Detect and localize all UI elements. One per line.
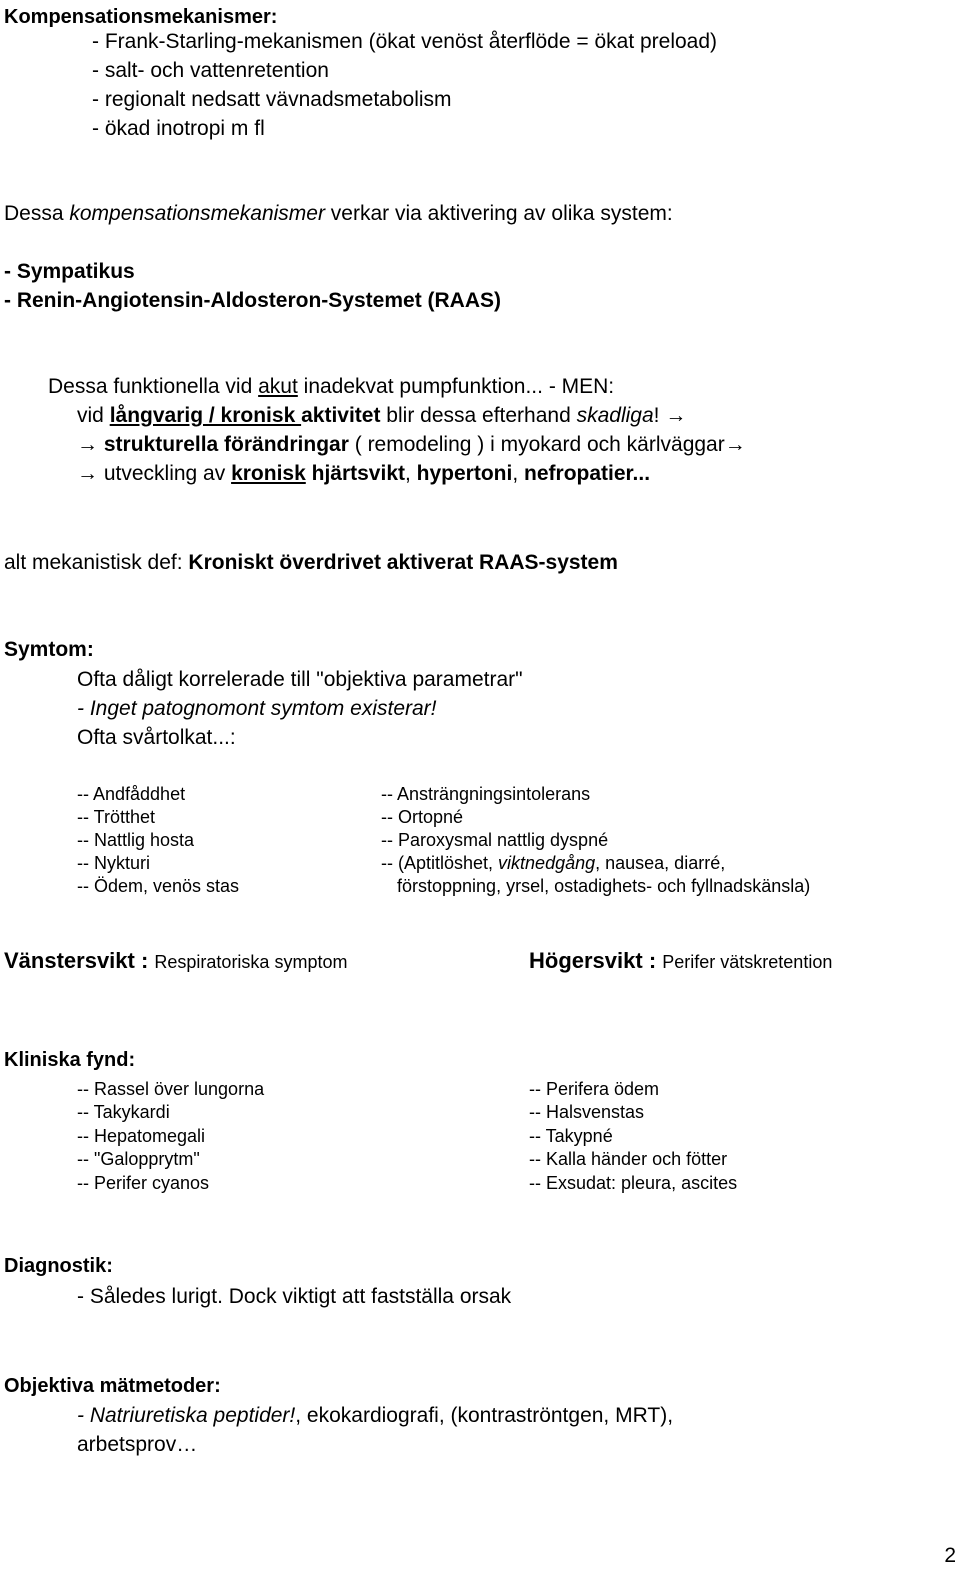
symtom-right-3: -- Paroxysmal nattlig dyspné — [381, 830, 609, 850]
fynd-left-5: -- Perifer cyanos — [77, 1173, 210, 1193]
fynd-left-1: -- Rassel över lungorna — [77, 1079, 265, 1099]
fynd-right-4: -- Kalla händer och fötter — [529, 1149, 728, 1169]
obj-heading: Objektiva mätmetoder: — [4, 1375, 221, 1397]
fynd-left-4: -- "Galopprytm" — [77, 1149, 200, 1169]
fynd-right-2: -- Halsvenstas — [529, 1102, 645, 1122]
symtom-left-3: -- Nattlig hosta — [77, 830, 195, 850]
obj-line-2: arbetsprov… — [77, 1433, 198, 1456]
system-item-raas: - Renin-Angiotensin-Aldosteron-Systemet (RAAS) — [4, 289, 502, 312]
komp-heading: Kompensationsmekanismer: — [4, 6, 278, 28]
hogersvikt-line: Högersvikt : Perifer vätskretention — [529, 948, 833, 973]
symtom-right-2: -- Ortopné — [381, 807, 464, 827]
fynd-left-3: -- Hepatomegali — [77, 1126, 206, 1146]
symtom-left-2: -- Trötthet — [77, 807, 156, 827]
symtom-right-5: förstoppning, yrsel, ostadighets- och fyllnadskänsla) — [397, 876, 811, 896]
funk-line-3: → strukturella förändringar ( remodeling ) i myokard och kärlväggar→ — [77, 433, 746, 456]
definition-line: alt mekanistisk def: Kroniskt överdrivet aktiverat RAAS-system — [4, 551, 618, 574]
komp-item-4: - ökad inotropi m fl — [92, 117, 265, 140]
komp-item-3: - regionalt nedsatt vävnadsmetabolism — [92, 88, 452, 111]
funk-line-2: vid långvarig / kronisk aktivitet blir dessa efterhand skadliga! → — [77, 404, 687, 427]
symtom-left-4: -- Nykturi — [77, 853, 150, 873]
symtom-right-1: -- Ansträngningsintolerans — [381, 784, 591, 804]
fynd-heading: Kliniska fynd: — [4, 1049, 136, 1071]
fynd-left-2: -- Takykardi — [77, 1102, 170, 1122]
komp-item-1: - Frank-Starling-mekanismen (ökat venöst återflöde = ökat preload) — [92, 30, 718, 53]
diag-heading: Diagnostik: — [4, 1255, 113, 1277]
komp-item-2: - salt- och vattenretention — [92, 59, 329, 82]
funk-line-1: Dessa funktionella vid akut inadekvat pumpfunktion... - MEN: — [48, 375, 615, 398]
obj-line-1: - Natriuretiska peptider!, ekokardiografi, (kontraströntgen, MRT), — [77, 1404, 674, 1427]
system-line: Dessa kompensationsmekanismer verkar via aktivering av olika system: — [4, 202, 673, 225]
symtom-heading: Symtom: — [4, 638, 94, 661]
symtom-right-4: -- (Aptitlöshet, viktnedgång, nausea, diarré, — [381, 853, 726, 873]
fynd-right-1: -- Perifera ödem — [529, 1079, 660, 1099]
arrow-icon: → — [77, 462, 104, 485]
funk-line-4: → utveckling av kronisk hjärtsvikt, hypertoni, nefropatier... — [77, 462, 651, 485]
symtom-left-1: -- Andfåddhet — [77, 784, 186, 804]
symtom-line-1: Ofta dåligt korrelerade till "objektiva parametrar" — [77, 668, 523, 691]
diag-text: - Således lurigt. Dock viktigt att fastställa orsak — [77, 1285, 512, 1308]
symtom-left-5: -- Ödem, venös stas — [77, 876, 240, 896]
fynd-right-3: -- Takypné — [529, 1126, 613, 1146]
vanstersvikt-line: Vänstersvikt : Respiratoriska symptom — [4, 948, 348, 973]
fynd-right-5: -- Exsudat: pleura, ascites — [529, 1173, 738, 1193]
symtom-line-2: - Inget patognomont symtom existerar! — [77, 697, 437, 720]
arrow-icon: → — [77, 433, 104, 456]
symtom-line-3: Ofta svårtolkat...: — [77, 726, 236, 749]
system-item-sympatikus: - Sympatikus — [4, 260, 135, 283]
page-number: 2 — [944, 1544, 956, 1567]
